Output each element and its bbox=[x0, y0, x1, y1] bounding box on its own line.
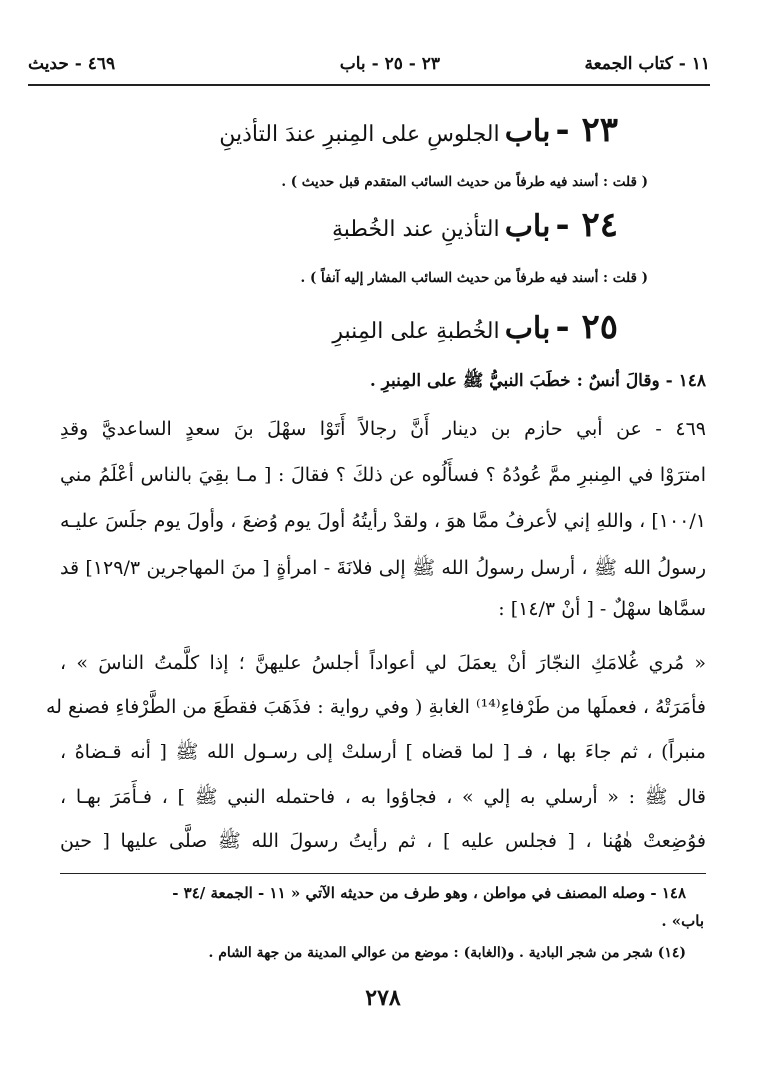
hadith-line-9: قال ﷺ : « أرسلي به إلي » ، فجاؤوا به ، فاحتمله النبي ﷺ ] ، فـأَمَرَ بهـا ، bbox=[60, 786, 706, 808]
chapter-heading-23 bbox=[219, 110, 618, 150]
chapter-heading-24 bbox=[332, 205, 618, 245]
footnote-14: (١٤) شجر من شجر البادية . و(الغابة) : موضع من عوالي المدينة من جهة الشام . bbox=[208, 945, 686, 961]
chapter-number: ٢٣ - bbox=[555, 110, 618, 150]
chapter-note-23: ( قلت : أسند فيه طرفاً من حديث السائب المتقدم قبل حديث ) . bbox=[281, 174, 648, 190]
hadith-line-4: رسولُ الله ﷺ ، أرسل رسولُ الله ﷺ إلى فلانَةَ - امرأةٍ [ منَ المهاجرين ١٢٩/٣] قد bbox=[60, 557, 706, 579]
athar-148: ١٤٨ - وقالَ أنسٌ : خطَبَ النبيُّ ﷺ على المِنبرِ . bbox=[369, 371, 706, 391]
chapter-title: التأذينِ عند الخُطبةِ bbox=[331, 217, 500, 242]
hadith-line-5: سمَّاها سهْلٌ - [ أنْ ١٤/٣] : bbox=[498, 598, 706, 620]
hadith-line-1: ٤٦٩ - عن أبي حازم بن دينار أَنَّ رجالاً أَتَوْا سهْلَ بنَ سعدٍ الساعديَّ وقدِ bbox=[60, 418, 706, 440]
hadith-line-2: امترَوْا في المِنبرِ ممَّ عُودُهُ ؟ فسأَلُوه عن ذلكَ ؟ فقالَ : [ مـا بقِيَ بالناس أعْلَمُ مني bbox=[60, 464, 706, 486]
hadith-line-8: منبراً) ، ثم جاءَ بها ، فـ [ لما قضاه ] أرسلتْ إلى رسـول الله ﷺ [ أنه قـضاهُ ، bbox=[60, 741, 706, 763]
running-header bbox=[28, 50, 710, 84]
chapter-word: باب bbox=[504, 209, 551, 244]
hadith-line-10: فوُضِعتْ هٰهُنا ، [ فجلس عليه ] ، ثم رأيتُ رسولَ الله ﷺ صلَّى عليها [ حين bbox=[60, 830, 706, 852]
chapter-word: باب bbox=[504, 114, 551, 149]
chapter-word: باب bbox=[504, 311, 551, 346]
header-rule bbox=[28, 84, 710, 86]
chapter-heading-25 bbox=[332, 307, 618, 347]
footnote-rule bbox=[60, 873, 706, 874]
page-number: ٢٧٨ bbox=[365, 985, 401, 1011]
footnote-148-line-1: ١٤٨ - وصله المصنف في مواطن ، وهو طرف من حديثه الآتي « ١١ - الجمعة /٣٤ - bbox=[172, 884, 686, 902]
chapter-title: الجلوسِ على المِنبرِ عندَ التأذينِ bbox=[219, 122, 500, 147]
hadith-line-3: ١٠٠/١] ، واللهِ إني لأعرفُ ممَّا هوَ ، ولقدْ رأيتُهُ أولَ يوم وُضعَ ، وأولَ يوم جلَسَ عليـه bbox=[60, 510, 706, 532]
header-hadith-number: ٤٦٩ - حديث bbox=[28, 54, 116, 74]
chapter-note-24: ( قلت : أسند فيه طرفاً من حديث السائب المشار إليه آنفاً ) . bbox=[300, 270, 648, 286]
chapter-number: ٢٤ - bbox=[555, 205, 618, 245]
footnote-148-line-2: باب» . bbox=[661, 912, 704, 930]
hadith-line-7: فأمَرَتْهُ ، فعملَها من طَرْفاءِ⁽¹⁴⁾ الغابةِ ( وفي رواية : فذَهَبَ فقطَعَ من الطَّرْفاءِ فصنع له bbox=[45, 696, 706, 718]
hadith-line-6: « مُري غُلامَكِ النجّارَ أنْ يعمَلَ لي أعواداً أجلسُ عليهنَّ ؛ إذا كلَّمتُ الناسَ » ، bbox=[60, 652, 706, 674]
header-book-title: ١١ - كتاب الجمعة bbox=[584, 54, 710, 74]
header-chapter-range: ٢٣ - ٢٥ - باب bbox=[339, 54, 440, 74]
chapter-number: ٢٥ - bbox=[555, 307, 618, 347]
chapter-title: الخُطبةِ على المِنبرِ bbox=[332, 319, 500, 344]
